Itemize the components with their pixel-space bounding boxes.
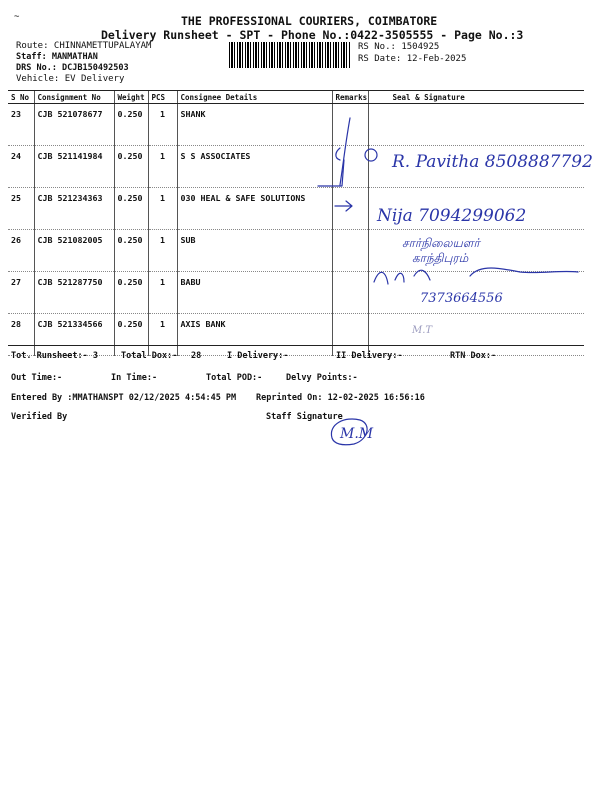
i-delivery: I Delivery:- xyxy=(227,351,289,361)
ink-row27-number: 7373664556 xyxy=(420,291,503,306)
cell-consignee: SHANK xyxy=(177,104,332,146)
ink-initial-circle xyxy=(365,149,377,161)
cell-weight: 0.250 xyxy=(114,314,148,356)
verified-by: Verified By xyxy=(11,412,68,422)
runsheet-title: Delivery Runsheet - SPT - Phone No.:0422-3505555 - Page No.:3 xyxy=(101,28,524,42)
col-seal: Seal & Signature xyxy=(368,91,584,104)
col-weight: Weight xyxy=(114,91,148,104)
cell-pcs: 1 xyxy=(148,272,177,314)
cell-weight: 0.250 xyxy=(114,146,148,188)
rs-date: RS Date: 12-Feb-2025 xyxy=(358,54,467,64)
cell-sno: 28 xyxy=(8,314,34,356)
route: Route: CHINNAMETTUPALAYAM xyxy=(16,41,152,51)
cell-weight: 0.250 xyxy=(114,188,148,230)
company-name: THE PROFESSIONAL COURIERS, COIMBATORE xyxy=(181,14,438,28)
vehicle: Vehicle: EV Delivery xyxy=(16,74,125,84)
cell-pcs: 1 xyxy=(148,104,177,146)
cell-sno: 25 xyxy=(8,188,34,230)
cell-consignee: 030 HEAL & SAFE SOLUTIONS xyxy=(177,188,332,230)
reprinted-on: Reprinted On: 12-02-2025 16:56:16 xyxy=(256,393,425,403)
out-time: Out Time:- xyxy=(11,373,63,383)
rtn-dox: RTN Dox:- xyxy=(450,351,497,361)
ink-arrow xyxy=(335,201,352,211)
cell-consignee: BABU xyxy=(177,272,332,314)
cell-consignment: CJB 521141984 xyxy=(34,146,114,188)
cell-pcs: 1 xyxy=(148,146,177,188)
ink-row28-mark: M.T xyxy=(412,325,433,336)
cell-consignment: CJB 521082005 xyxy=(34,230,114,272)
cell-pcs: 1 xyxy=(148,230,177,272)
total-dox-value: 28 xyxy=(191,351,202,361)
total-pod: Total POD:- xyxy=(206,373,263,383)
cell-consignee: AXIS BANK xyxy=(177,314,332,356)
col-remarks: Remarks xyxy=(332,91,368,104)
ink-brace-mark xyxy=(336,148,340,160)
cell-consignment: CJB 521234363 xyxy=(34,188,114,230)
staff-name: Staff: MANMATHAN xyxy=(16,52,98,62)
cell-sno: 24 xyxy=(8,146,34,188)
ink-stamp-line2: காந்திபுரம் xyxy=(412,251,469,265)
cell-weight: 0.250 xyxy=(114,272,148,314)
ink-row25-name-phone: Nija 7094299062 xyxy=(377,206,527,226)
delivery-points: Delvy Points:- xyxy=(286,373,358,383)
ink-stamp-line1: சார்நிலையளர் xyxy=(402,236,480,250)
cell-sno: 23 xyxy=(8,104,34,146)
staff-signature-label: Staff Signature xyxy=(266,412,343,422)
cell-consignment: CJB 521334566 xyxy=(34,314,114,356)
cell-consignment: CJB 521078677 xyxy=(34,104,114,146)
total-runsheet: Tot. Runsheet:- 3 xyxy=(11,351,98,361)
ii-delivery: II Delivery:- xyxy=(336,351,403,361)
header-mark: ~ xyxy=(14,12,20,22)
col-pcs: PCS xyxy=(148,91,177,104)
total-dox-label: Total Dox:- xyxy=(121,351,178,361)
cell-pcs: 1 xyxy=(148,188,177,230)
cell-consignment: CJB 521287750 xyxy=(34,272,114,314)
entered-by: Entered By :MMATHANSPT 02/12/2025 4:54:45 PM xyxy=(11,393,237,403)
cell-pcs: 1 xyxy=(148,314,177,356)
cell-weight: 0.250 xyxy=(114,104,148,146)
col-consignee: Consignee Details xyxy=(177,91,332,104)
cell-weight: 0.250 xyxy=(114,230,148,272)
cell-sno: 26 xyxy=(8,230,34,272)
cell-consignee: SUB xyxy=(177,230,332,272)
in-time: In Time:- xyxy=(111,373,158,383)
col-sno: S No xyxy=(8,91,34,104)
ink-staff-signature-text: M.M xyxy=(340,426,374,442)
drs-number: DRS No.: DCJB150492503 xyxy=(16,63,129,73)
ink-bracket-line xyxy=(340,118,350,185)
ink-row27-scribble xyxy=(374,268,578,284)
cell-consignee: S S ASSOCIATES xyxy=(177,146,332,188)
cell-sno: 27 xyxy=(8,272,34,314)
col-consignment: Consignment No xyxy=(34,91,114,104)
ink-row24-name-phone: R. Pavitha 8508887792 xyxy=(392,152,593,172)
rs-number: RS No.: 1504925 xyxy=(358,42,440,52)
